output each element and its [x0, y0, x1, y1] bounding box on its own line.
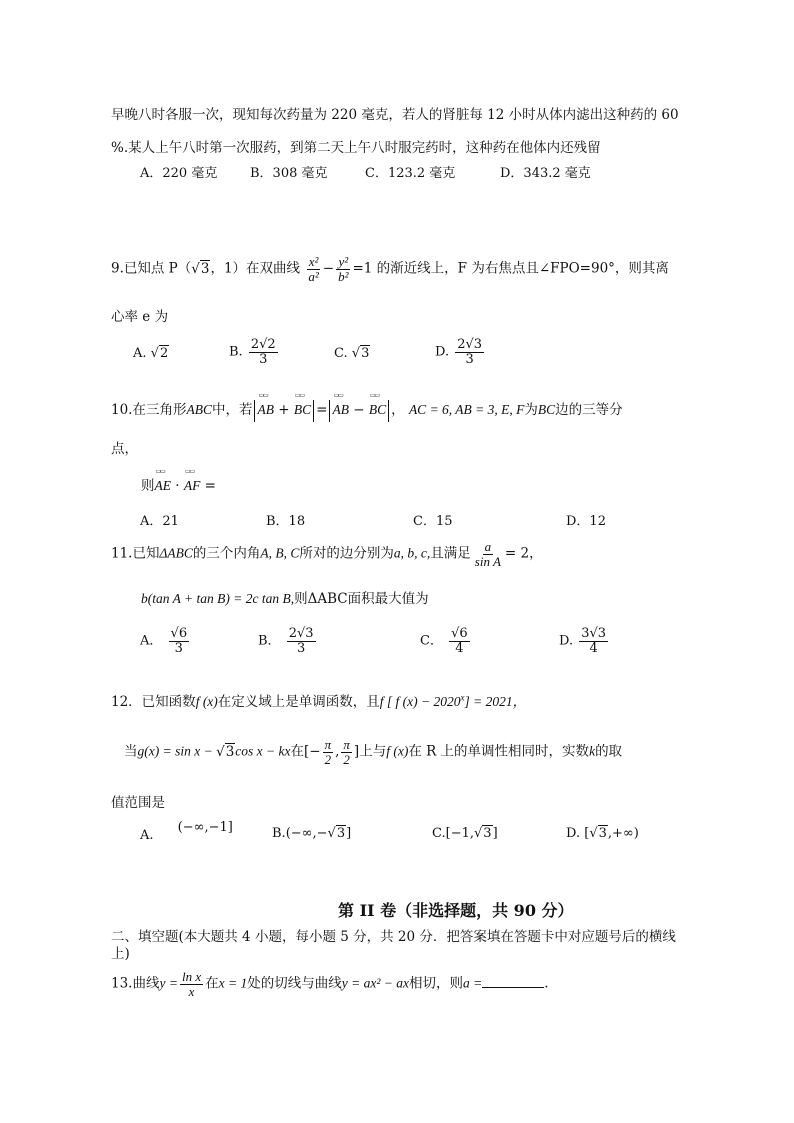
q8-option-b: B．308 毫克 [250, 166, 328, 181]
q9-prefix: 9.已知点 P（ [111, 260, 192, 277]
q12-line2: 当g(x) = sin x − √3cos x − kx在[− $\frac{\pi}{2}$ , $\frac{\pi}{2}$ ]上与f (x)在 R 上的单调性相同时，实数k的取 [124, 737, 623, 767]
hyperbola-x-term: $\frac{\text{x²}}{\text{a²}}$ [308, 254, 319, 284]
section2-intro: 二、填空题(本大题共 4 小题，每小题 5 分，共 20 分．把答案填在答题卡中对应题号后的横线上) [111, 929, 676, 962]
q12-option-c: C.[−1,√3] [432, 826, 498, 841]
q11-line2: b(tan A + tan B) = 2c tan B,则ΔABC面积最大值为 [141, 591, 429, 607]
q9-line1: 9.已知点 P（√3，1）在双曲线 $\frac{\text{x²}}{\text{a²}}$ − $\frac{\text{y²}}{\text{b²}}$ =1 的渐近线上，F 为右焦点且∠FPO=90°，则其离 [111, 254, 669, 284]
q10-option-a: A．21 [140, 514, 179, 529]
q9-option-c: C. √3 [334, 346, 370, 361]
q8-option-d: D．343.2 毫克 [500, 166, 591, 181]
ln-x-over-x: $\frac{\text{ln x}}{x}$ [181, 969, 202, 999]
q12-option-a: A. (−∞,−1] [140, 820, 233, 843]
q11-option-b: B． $\frac{2√3}{3}$ [258, 626, 314, 656]
triangle-abc: ABC [186, 402, 212, 417]
q9-option-a: A. √2 [133, 346, 169, 361]
q12-option-d: D. [√3,+∞) [566, 826, 639, 841]
sqrt3: √3 [191, 260, 210, 277]
q10-option-b: B．18 [266, 514, 306, 529]
q8-line1: 早晚八时各服一次，现知每次药量为 220 毫克，若人的肾脏每 12 小时从体内滤出这种药的 60 [111, 107, 679, 123]
q9-line2: 心率 e 为 [111, 309, 169, 325]
section2-title: 第 II 卷（非选择题，共 90 分） [338, 901, 574, 920]
q11-option-d: D. $\frac{3√3}{4}$ [559, 626, 607, 656]
q10-line2: 点， [111, 441, 138, 457]
q13-line: 13.曲线y = $\frac{\text{ln x}}{x}$ 在x = 1处的切线与曲线y = ax² − ax相切，则a = . [111, 969, 549, 999]
a-over-sin-a: $\frac{a}{\text{sin A}}$ [474, 539, 501, 569]
q9-hyper-eq: =1 的渐近线上，F 为右焦点且∠FPO=90°，则其离 [352, 260, 669, 277]
q10-given: AC = 6, AB = 3, E, F [408, 402, 525, 417]
q10-option-d: D．12 [566, 514, 606, 529]
q10-ask: 则▭▭ AE · ▭▭ AF = [141, 474, 216, 494]
q8-option-c: C．123.2 毫克 [365, 166, 456, 181]
q12-option-b: B.(−∞,−√3] [272, 826, 352, 841]
q11-line1: 11.已知ΔABC的三个内角A, B, C所对的边分别为a, b, c,且满足 $\frac{a}{\text{sin A}}$ = 2， [111, 539, 543, 569]
answer-blank[interactable] [482, 987, 544, 988]
q9-option-b: B. $\frac{2√2}{3}$ [229, 337, 276, 367]
q11-option-c: C． $\frac{√6}{4}$ [420, 626, 468, 656]
q11-option-a: A． $\frac{√6}{3}$ [140, 626, 188, 656]
q9-option-d: D. $\frac{2√3}{3}$ [435, 337, 483, 367]
q8-line2: %.某人上午八时第一次服药，到第二天上午八时服完药时，这种药在他体内还残留 [111, 140, 601, 156]
q10-line1: 10.在三角形ABC中，若▭▭ AB + ▭▭ BC =▭▭ AB − ▭▭ BC ， AC = 6, AB = 3, E, F为BC边的三等分 [111, 398, 623, 422]
hyperbola-y-term: $\frac{\text{y²}}{\text{b²}}$ [338, 254, 349, 284]
q9-point-rest: ，1）在双曲线 [210, 260, 301, 277]
q8-option-a: A．220 毫克 [140, 166, 218, 181]
q12-line1: 12．已知函数f (x)在定义域上是单调函数，且f [ f $(x) - 2020^x] = 2021$， [111, 692, 527, 710]
q12-line3: 值范围是 [111, 795, 165, 811]
q10-option-c: C．15 [413, 514, 453, 529]
